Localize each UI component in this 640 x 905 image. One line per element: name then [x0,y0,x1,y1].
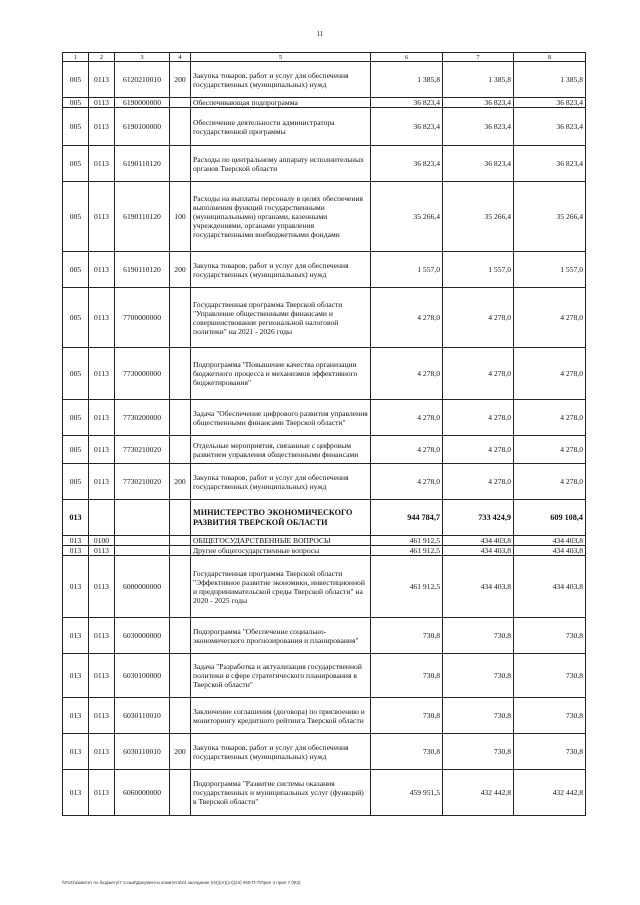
table-row [63,252,586,288]
table-row [63,536,586,546]
section-code: 0113 [89,108,115,146]
header-cell: 8 [514,53,586,62]
expense-type-code [170,146,191,182]
ministry-code: 005 [63,348,89,400]
amount-year-3: 434 403,8 [514,556,586,618]
description: ОБЩЕГОСУДАРСТВЕННЫЕ ВОПРОСЫ [191,536,371,546]
table-row [63,62,586,98]
amount-year-1: 1 385,8 [371,62,443,98]
expense-type-code [170,108,191,146]
amount-year-3: 730,8 [514,698,586,734]
amount-year-3: 36 823,4 [514,108,586,146]
amount-year-2: 35 266,4 [443,182,514,252]
description: Расходы по центральному аппарату исполнительных органов Тверской области [191,146,371,182]
amount-year-1: 4 278,0 [371,400,443,436]
amount-year-1: 4 278,0 [371,288,443,348]
amount-year-1: 461 912,5 [371,546,443,556]
expense-type-code [170,348,191,400]
amount-year-1: 36 823,4 [371,98,443,108]
ministry-code: 005 [63,108,89,146]
amount-year-2: 730,8 [443,698,514,734]
table-row [63,108,586,146]
table-row [63,618,586,654]
ministry-code: 005 [63,288,89,348]
table-row [63,464,586,500]
file-path-footer: \\Fs01\комитет по бюджету\7 созыв\Документы комитета\24 заседание (04)(от)(от)(24) 460-П-7\Прил 4 прил 7 (ФЗ) [62,880,301,885]
header-cell: 7 [443,53,514,62]
amount-year-1: 4 278,0 [371,348,443,400]
expense-type-code [170,618,191,654]
amount-year-3: 730,8 [514,654,586,698]
amount-year-2: 730,8 [443,654,514,698]
target-article-code [115,536,170,546]
amount-year-2: 4 278,0 [443,348,514,400]
table-row [63,400,586,436]
description: Заключение соглашения (договора) по присвоению и мониторингу кредитного рейтинга Тверской области [191,698,371,734]
amount-year-2: 434 403,8 [443,546,514,556]
target-article-code: 6030000000 [115,618,170,654]
target-article-code: 7700000000 [115,288,170,348]
header-cell: 2 [89,53,115,62]
expense-type-code: 100 [170,182,191,252]
amount-year-2: 434 403,8 [443,536,514,546]
target-article-code: 6190110120 [115,252,170,288]
amount-year-1: 459 951,5 [371,770,443,816]
table-row [63,436,586,464]
description: Отдельные мероприятия, связанные с цифровым развитием управления общественными финансами [191,436,371,464]
expense-type-code [170,770,191,816]
amount-year-1: 730,8 [371,734,443,770]
amount-year-1: 4 278,0 [371,436,443,464]
section-code: 0113 [89,618,115,654]
table-row [63,654,586,698]
amount-year-2: 36 823,4 [443,146,514,182]
amount-year-1: 4 278,0 [371,464,443,500]
amount-year-2: 1 557,0 [443,252,514,288]
description: Закупка товаров, работ и услуг для обеспечения государственных (муниципальных) нужд [191,62,371,98]
target-article-code [115,500,170,536]
target-article-code: 7730210020 [115,464,170,500]
table-row [63,98,586,108]
amount-year-3: 35 266,4 [514,182,586,252]
ministry-code: 013 [63,536,89,546]
description: Государственная программа Тверской области "Эффективное развитие экономики, инвестиционной и предпринимательской среды Тверской области" на 2020 - 2025 годы [191,556,371,618]
expense-type-code [170,654,191,698]
amount-year-2: 733 424,9 [443,500,514,536]
amount-year-3: 434 403,8 [514,536,586,546]
description: Государственная программа Тверской области "Управление общественными финансами и совершенствование региональной налоговой политики" на 2021 - 2026 годы [191,288,371,348]
amount-year-3: 4 278,0 [514,288,586,348]
section-code: 0113 [89,348,115,400]
target-article-code: 6190110120 [115,146,170,182]
expense-type-code [170,698,191,734]
section-code: 0113 [89,98,115,108]
expense-type-code: 200 [170,464,191,500]
amount-year-1: 730,8 [371,654,443,698]
expense-type-code [170,500,191,536]
description: МИНИСТЕРСТВО ЭКОНОМИЧЕСКОГО РАЗВИТИЯ ТВЕРСКОЙ ОБЛАСТИ [191,500,371,536]
section-code: 0113 [89,464,115,500]
amount-year-1: 461 912,5 [371,536,443,546]
ministry-code: 013 [63,546,89,556]
expense-type-code: 200 [170,62,191,98]
description: Задача "Обеспечение цифрового развития управления общественными финансами Тверской области" [191,400,371,436]
table-row [63,500,586,536]
header-cell: 3 [115,53,170,62]
amount-year-3: 36 823,4 [514,98,586,108]
header-cell: 6 [371,53,443,62]
table-row [63,288,586,348]
target-article-code: 6190100000 [115,108,170,146]
ministry-code: 013 [63,734,89,770]
amount-year-2: 4 278,0 [443,400,514,436]
amount-year-3: 1 385,8 [514,62,586,98]
table-row [63,182,586,252]
description: Закупка товаров, работ и услуг для обеспечения государственных (муниципальных) нужд [191,252,371,288]
section-code: 0113 [89,182,115,252]
amount-year-3: 1 557,0 [514,252,586,288]
header-cell: 5 [191,53,371,62]
section-code: 0113 [89,288,115,348]
description: Подпрограмма "Обеспечение социально-экономического прогнозирования и планирования" [191,618,371,654]
description: Закупка товаров, работ и услуг для обеспечения государственных (муниципальных) нужд [191,464,371,500]
amount-year-2: 4 278,0 [443,288,514,348]
table-row [63,698,586,734]
column-number-row [63,53,586,62]
header-cell: 4 [170,53,191,62]
target-article-code: 7730000000 [115,348,170,400]
amount-year-3: 730,8 [514,618,586,654]
expense-type-code [170,556,191,618]
ministry-code: 013 [63,770,89,816]
section-code: 0113 [89,400,115,436]
ministry-code: 013 [63,698,89,734]
amount-year-3: 4 278,0 [514,348,586,400]
table-row [63,348,586,400]
ministry-code: 005 [63,182,89,252]
section-code: 0113 [89,546,115,556]
expense-type-code [170,288,191,348]
target-article-code: 6190000000 [115,98,170,108]
amount-year-1: 1 557,0 [371,252,443,288]
amount-year-3: 434 403,8 [514,546,586,556]
description: Подпрограмма "Повышение качества организации бюджетного процесса и механизмов эффективного бюджетирования" [191,348,371,400]
amount-year-2: 4 278,0 [443,464,514,500]
section-code: 0113 [89,770,115,816]
ministry-code: 005 [63,98,89,108]
expense-type-code [170,436,191,464]
ministry-code: 005 [63,252,89,288]
target-article-code [115,546,170,556]
target-article-code: 6000000000 [115,556,170,618]
section-code: 0113 [89,252,115,288]
description: Другие общегосударственные вопросы [191,546,371,556]
ministry-code: 005 [63,400,89,436]
amount-year-2: 730,8 [443,618,514,654]
amount-year-3: 730,8 [514,734,586,770]
section-code: 0100 [89,536,115,546]
target-article-code: 6030110010 [115,698,170,734]
amount-year-2: 730,8 [443,734,514,770]
description: Обеспечение деятельности администратора государственной программы [191,108,371,146]
target-article-code: 6190110120 [115,182,170,252]
description: Закупка товаров, работ и услуг для обеспечения государственных (муниципальных) нужд [191,734,371,770]
amount-year-2: 4 278,0 [443,436,514,464]
ministry-code: 005 [63,436,89,464]
table-row [63,770,586,816]
description: Обеспечивающая подпрограмма [191,98,371,108]
target-article-code: 6120210010 [115,62,170,98]
ministry-code: 005 [63,464,89,500]
amount-year-2: 36 823,4 [443,98,514,108]
expense-type-code: 200 [170,252,191,288]
amount-year-2: 432 442,8 [443,770,514,816]
section-code: 0113 [89,556,115,618]
target-article-code: 6030110010 [115,734,170,770]
ministry-code: 013 [63,618,89,654]
amount-year-1: 35 266,4 [371,182,443,252]
amount-year-2: 36 823,4 [443,108,514,146]
section-code: 0113 [89,654,115,698]
target-article-code: 6060000000 [115,770,170,816]
amount-year-3: 4 278,0 [514,400,586,436]
page-number: 11 [316,30,324,38]
ministry-code: 005 [63,146,89,182]
expense-type-code: 200 [170,734,191,770]
section-code: 0113 [89,62,115,98]
amount-year-3: 4 278,0 [514,464,586,500]
description: Задача "Разработка и актуализация государственной политики в сфере стратегического планирования в Тверской области" [191,654,371,698]
description: Подпрограмма "Развитие системы оказания государственных и муниципальных услуг (функций) в Тверской области" [191,770,371,816]
budget-table [62,52,586,816]
expense-type-code [170,536,191,546]
table-row [63,734,586,770]
ministry-code: 013 [63,556,89,618]
amount-year-1: 36 823,4 [371,146,443,182]
expense-type-code [170,400,191,436]
target-article-code: 7730200000 [115,400,170,436]
amount-year-3: 609 108,4 [514,500,586,536]
section-code: 0113 [89,436,115,464]
amount-year-2: 1 385,8 [443,62,514,98]
amount-year-3: 36 823,4 [514,146,586,182]
ministry-code: 013 [63,500,89,536]
ministry-code: 005 [63,62,89,98]
ministry-code: 013 [63,654,89,698]
amount-year-1: 730,8 [371,618,443,654]
table-row [63,546,586,556]
target-article-code: 7730210020 [115,436,170,464]
amount-year-1: 944 784,7 [371,500,443,536]
table-row [63,556,586,618]
header-cell: 1 [63,53,89,62]
amount-year-1: 730,8 [371,698,443,734]
expense-type-code [170,98,191,108]
amount-year-1: 461 912,5 [371,556,443,618]
amount-year-3: 4 278,0 [514,436,586,464]
section-code: 0113 [89,698,115,734]
target-article-code: 6030100000 [115,654,170,698]
section-code: 0113 [89,734,115,770]
description: Расходы на выплаты персоналу в целях обеспечения выполнения функций государственными (муниципальными) органами, казенными учреждениями, органами управления государственными внебюджетными фондами [191,182,371,252]
table-row [63,146,586,182]
amount-year-3: 432 442,8 [514,770,586,816]
amount-year-1: 36 823,4 [371,108,443,146]
amount-year-2: 434 403,8 [443,556,514,618]
section-code [89,500,115,536]
section-code: 0113 [89,146,115,182]
expense-type-code [170,546,191,556]
